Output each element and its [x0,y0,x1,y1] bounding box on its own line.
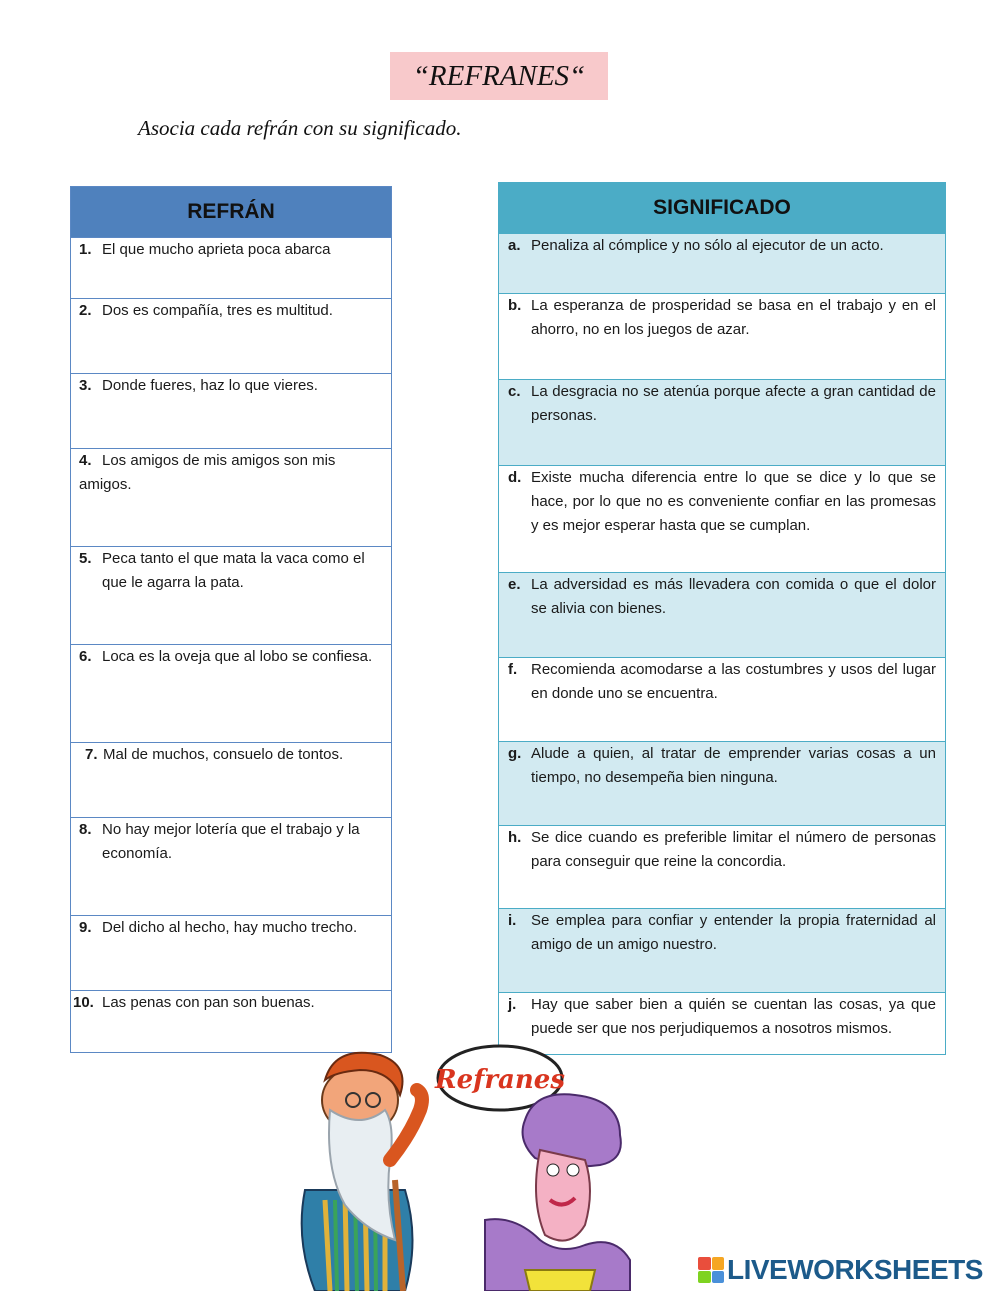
refran-text: Las penas con pan son buenas. [102,994,315,1011]
refran-table [70,186,392,1053]
significado-text: Existe mucha diferencia entre lo que se dice y lo que se hace, por lo que no es conveniente confiar en las promesas y es mejor esperar hasta que se cumplan. [531,469,936,534]
refran-num: 6. [79,648,92,665]
significado-letter: a. [508,237,521,254]
significado-letter: h. [508,829,522,846]
significado-letter: d. [508,469,522,486]
significado-row-d [499,466,946,573]
significado-text: La adversidad es más llevadera con comida o que el dolor se alivia con bienes. [531,576,936,617]
refran-text: Mal de muchos, consuelo de tontos. [103,746,344,763]
significado-letter: j. [508,996,517,1013]
refran-row-9 [71,916,392,991]
refran-num: 3. [79,377,92,394]
woman-figure [485,1094,630,1291]
significado-row-c [499,380,946,466]
refran-text: Loca es la oveja que al lobo se confiesa. [102,648,373,665]
refran-num: 4. [79,452,92,469]
refran-num: 7. [85,746,98,763]
significado-text: Recomienda acomodarse a las costumbres y usos del lugar en donde uno se encuentra. [531,661,936,702]
significado-text: Alude a quien, al tratar de emprender varias cosas a un tiempo, no desempeña bien ninguna. [531,745,936,786]
refran-text: Peca tanto el que mata la vaca como el que le agarra la pata. [102,550,365,591]
instruction-text: Asocia cada refrán con su significado. [138,116,462,140]
significado-text: Penaliza al cómplice y no sólo al ejecutor de un acto. [531,237,884,254]
refran-text: No hay mejor lotería que el trabajo y la economía. [102,821,360,862]
significado-row-f [499,658,946,742]
refran-row-1 [71,238,392,299]
significado-row-g [499,742,946,826]
refran-num: 1. [79,241,92,258]
refran-num: 5. [79,550,92,567]
refran-row-6 [71,645,392,743]
logo-text: LIVEWORKSHEETS [727,1254,983,1285]
refran-header: REFRÁN [71,187,392,238]
significado-text: Se emplea para confiar y entender la propia fraternidad al amigo de un amigo nuestro. [531,912,936,953]
significado-letter: i. [508,912,517,929]
refran-text: El que mucho aprieta poca abarca [102,241,331,258]
refranes-illustration [285,1040,685,1291]
refran-text: Del dicho al hecho, hay mucho trecho. [102,919,358,936]
significado-letter: f. [508,661,518,678]
significado-row-i [499,909,946,993]
old-man-figure [302,1053,422,1291]
significado-letter: c. [508,383,521,400]
refran-num: 9. [79,919,92,936]
refran-row-2 [71,299,392,374]
significado-text: La esperanza de prosperidad se basa en el trabajo y en el ahorro, no en los juegos de azar. [531,297,936,338]
significado-row-e [499,573,946,658]
refran-row-3 [71,374,392,449]
significado-text: La desgracia no se atenúa porque afecte a gran cantidad de personas. [531,383,936,424]
significado-text: Se dice cuando es preferible limitar el número de personas para conseguir que reine la concordia. [531,829,936,870]
logo-mark-icon [698,1257,724,1283]
refran-num: 8. [79,821,92,838]
significado-table [498,182,946,1055]
refran-num: 10. [73,994,94,1011]
significado-header: SIGNIFICADO [499,183,946,234]
significado-letter: g. [508,745,522,762]
significado-row-b [499,294,946,380]
significado-row-h [499,826,946,909]
significado-letter: b. [508,297,522,314]
bubble-text: Refranes [435,1065,565,1095]
significado-letter: e. [508,576,521,593]
refran-row-8 [71,818,392,916]
significado-row-a [499,234,946,294]
refran-text: Dos es compañía, tres es multitud. [102,302,333,319]
title-box [390,52,608,100]
refran-row-4 [71,449,392,547]
significado-text: Hay que saber bien a quién se cuentan las cosas, ya que puede ser que nos perjudiquemos a nosotros mismos. [531,996,936,1037]
refran-text: Los amigos de mis amigos son mis amigos. [79,452,336,493]
refran-text: Donde fueres, haz lo que vieres. [102,377,318,394]
refran-row-7 [71,743,392,818]
refran-row-5 [71,547,392,645]
liveworksheets-logo [698,1254,983,1286]
refran-num: 2. [79,302,92,319]
page-title: “REFRANES“ [412,59,586,92]
